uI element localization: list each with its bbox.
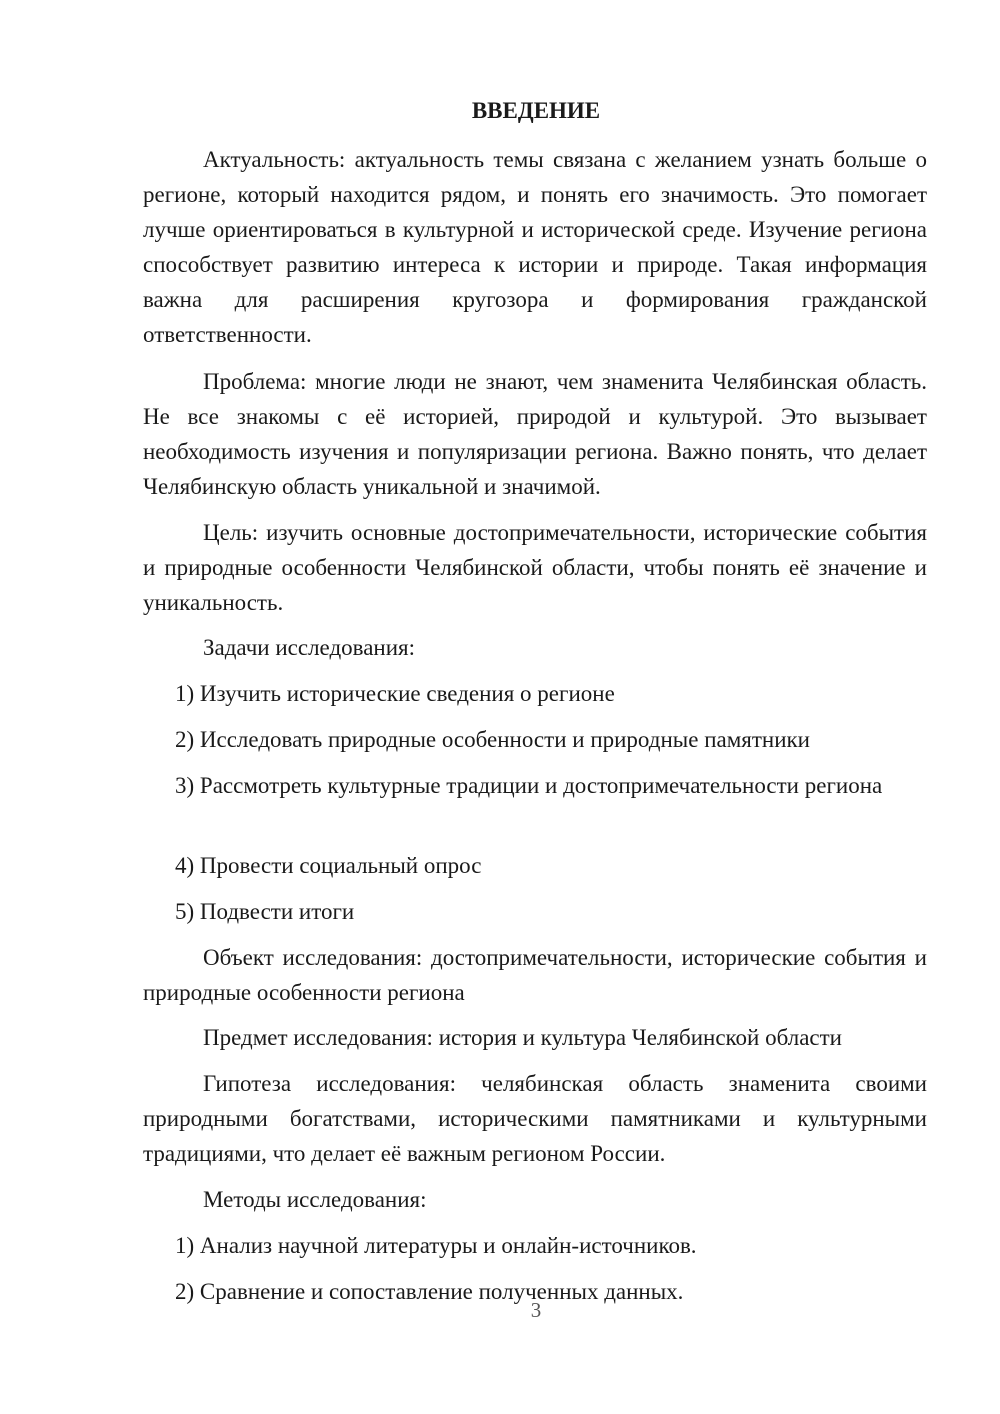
task-item-1: 1) Изучить исторические сведения о регионе: [175, 681, 615, 706]
object-paragraph: Объект исследования: достопримечательности, исторические события и природные особенности региона: [143, 945, 927, 1005]
task-item-4: 4) Провести социальный опрос: [175, 853, 482, 878]
relevance-paragraph: Актуальность: актуальность темы связана с желанием узнать больше о регионе, который находится рядом, и понять его значимость. Это помогает лучше ориентироваться в культурной и исторической среде. Изучение региона способствует развитию интереса к истории и природе. Такая информация важна для расширения кругозора и формирования гражданской ответственности.: [143, 147, 927, 347]
goal-paragraph: Цель: изучить основные достопримечательности, исторические события и природные особенности Челябинской области, чтобы понять её значение и уникальность.: [143, 520, 927, 615]
page-number: 3: [530, 1298, 542, 1322]
hypothesis-paragraph: Гипотеза исследования: челябинская область знаменита своими природными богатствами, историческими памятниками и культурными традициями, что делает её важным регионом России.: [143, 1071, 927, 1166]
methods-heading: Методы исследования:: [203, 1187, 427, 1212]
tasks-heading: Задачи исследования:: [203, 635, 416, 660]
subject-paragraph: Предмет исследования: история и культура Челябинской области: [203, 1025, 842, 1050]
task-item-2: 2) Исследовать природные особенности и природные памятники: [175, 727, 810, 752]
task-item-3: 3) Рассмотреть культурные традиции и достопримечательности региона: [175, 773, 883, 798]
page-title: ВВЕДЕНИЕ: [471, 98, 601, 123]
task-item-5: 5) Подвести итоги: [175, 899, 355, 924]
method-item-1: 1) Анализ научной литературы и онлайн-источников.: [175, 1233, 697, 1258]
problem-paragraph: Проблема: многие люди не знают, чем знаменита Челябинская область. Не все знакомы с её историей, природой и культурой. Это вызывает необходимость изучения и популяризации региона. Важно понять, что делает Челябинскую область уникальной и значимой.: [143, 369, 927, 499]
method-item-2: 2) Сравнение и сопоставление полученных данных.: [175, 1279, 684, 1304]
